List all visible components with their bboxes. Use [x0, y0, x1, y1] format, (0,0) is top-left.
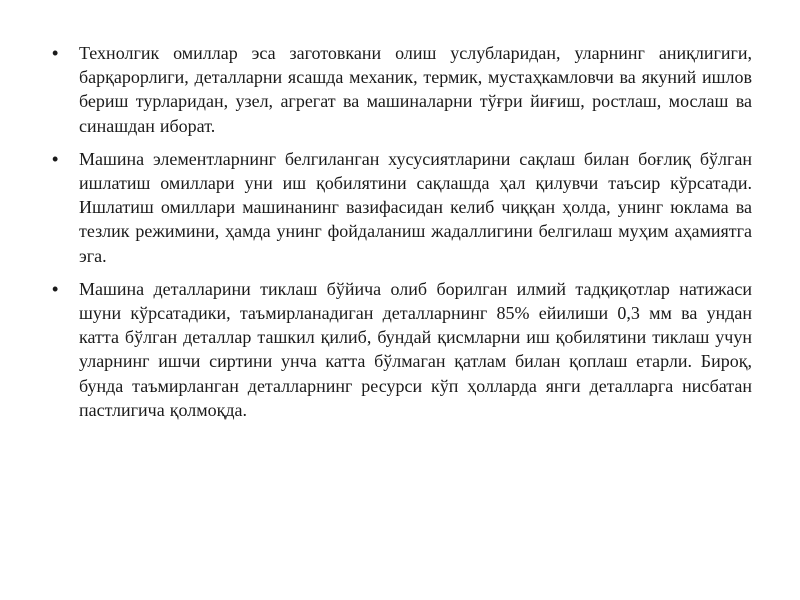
bullet-list [52, 41, 752, 422]
bullet-item-restoration-research [52, 277, 752, 422]
bullet-text: Технолгик омиллар эса заготовкани олиш услубларидан, уларнинг аниқлигиги, барқарорлиги, деталларни ясашда механик, термик, мустаҳкамловчи ва якуний ишлов бериш турларидан, узел, агрегат ва машиналарни тўғри йиғиш, ростлаш, мослаш ва синашдан иборат. [79, 43, 752, 136]
bullet-marker: • [52, 148, 59, 169]
bullet-item-operating-factors [52, 147, 752, 268]
bullet-marker: • [52, 43, 59, 63]
bullet-text: Машина деталларини тиклаш бўйича олиб борилган илмий тадқиқотлар натижаси шуни кўрсатадики, таъмирланадиган деталларнинг 85% ейилиши 0,3 мм ва ундан катта бўлган деталлар ташкил қилиб, бундай қисмларни иш қобилятини тиклаш учун уларнинг ишчи сиртини унча катта бўлмаган қатлам билан қоплаш етарли. Бироқ, бунда таъмирланган деталларнинг ресурси кўп ҳолларда янги деталларга нисбатан пастлигича қолмоқда. [79, 278, 752, 420]
bullet-item-technological-factors [52, 41, 752, 138]
bullet-marker: • [52, 278, 59, 299]
bullet-text: Машина элементларнинг белгиланган хусусиятларини сақлаш билан боғлиқ бўлган ишлатиш омиллари уни иш қобилятини сақлашда ҳал қилувчи таъсир кўрсатади. Ишлатиш омиллари машинанинг вазифасидан келиб чиққан ҳолда, унинг юклама ва тезлик режимини, ҳамда унинг фойдаланиш жадаллигини белгилаш муҳим аҳамиятга эга. [79, 148, 752, 266]
